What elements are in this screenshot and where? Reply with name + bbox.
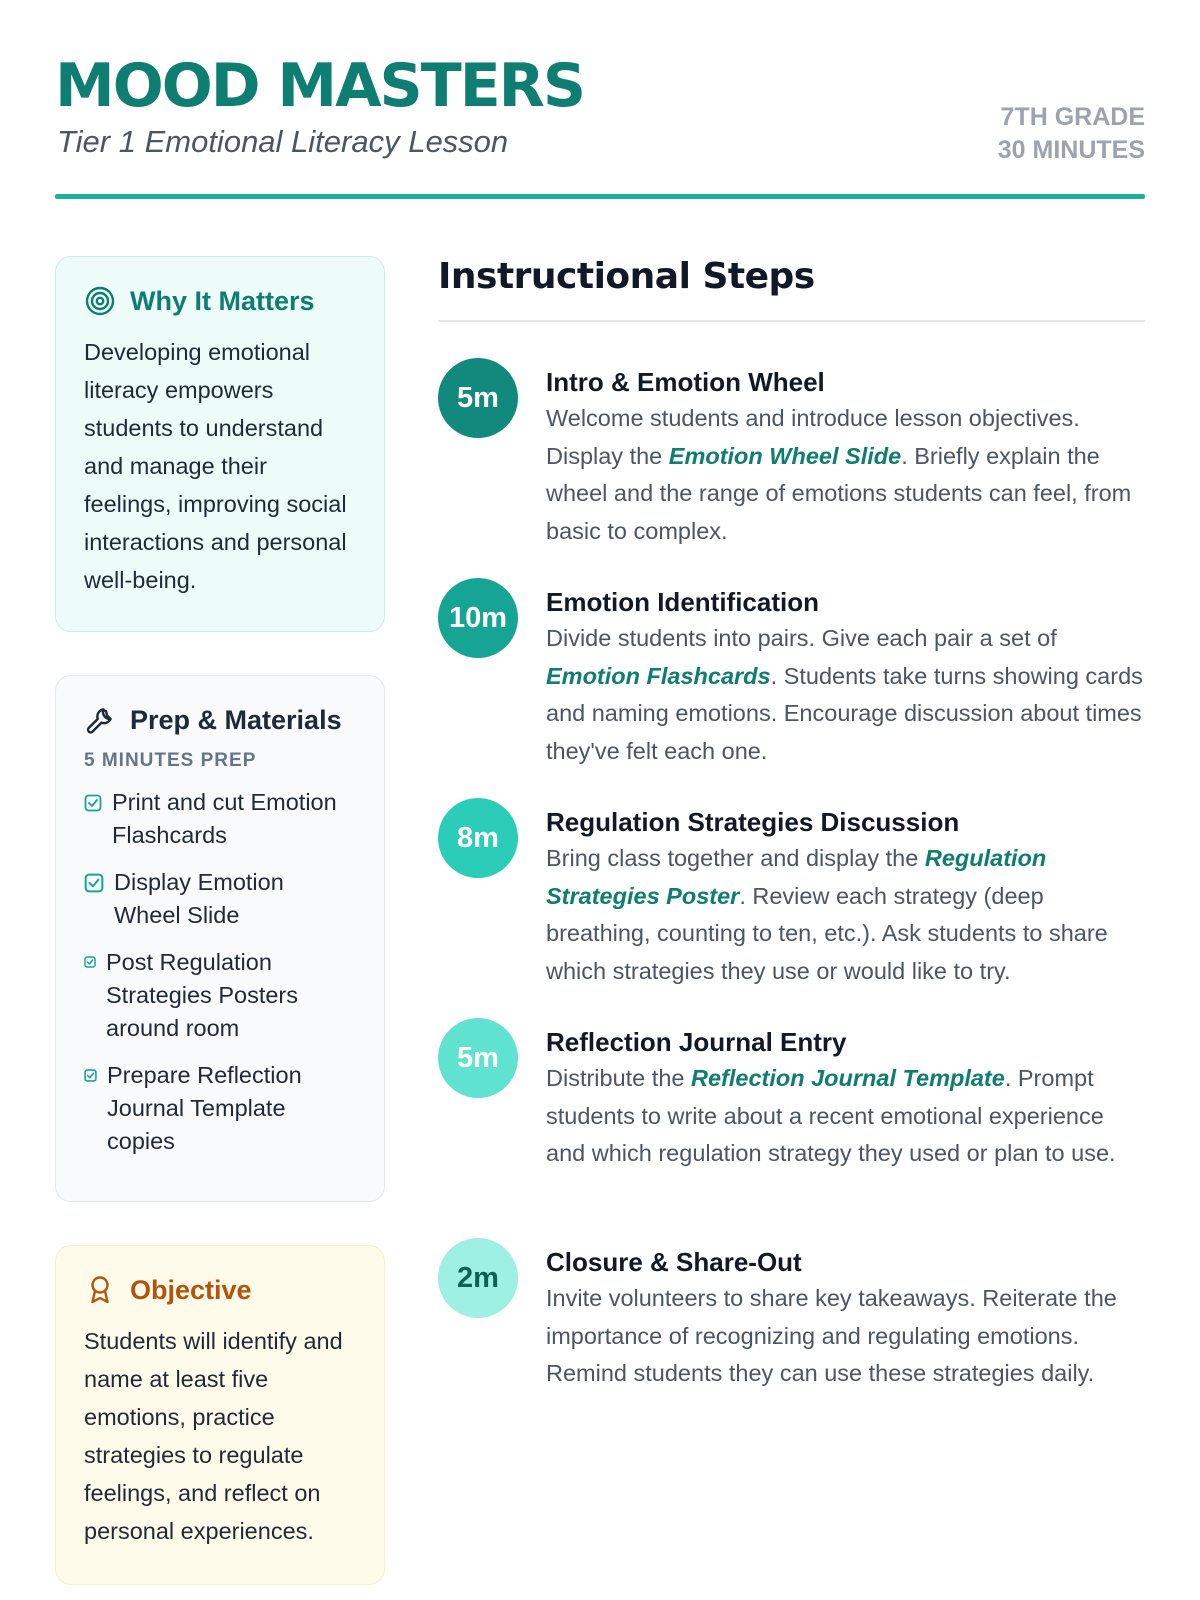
- step-time-badge: 8m: [438, 798, 518, 878]
- prep-materials-card: [55, 675, 385, 1202]
- prep-item: [84, 786, 356, 852]
- prep-card-title: Prep & Materials: [130, 704, 342, 735]
- prep-card-header: [84, 702, 356, 738]
- step-time-badge: 2m: [438, 1238, 518, 1318]
- why-card-text: Developing emotional literacy empowers students to understand and manage their feelings, improving social interactions and personal well-being.: [84, 339, 347, 593]
- objective-card: [55, 1245, 385, 1585]
- target-icon: [84, 285, 116, 317]
- prep-item-label: Print and cut Emotion Flashcards: [112, 789, 337, 848]
- step-item: [438, 1024, 1145, 1244]
- checkbox-check-icon: [84, 873, 104, 893]
- step-time-badge: 5m: [438, 358, 518, 438]
- page-subtitle: Tier 1 Emotional Literacy Lesson: [57, 124, 509, 159]
- step-description: Welcome students and introduce lesson objectives. Display the Emotion Wheel Slide. Briefly explain the wheel and the range of emotions students can feel, from basic to complex.: [546, 405, 1132, 544]
- material-link: Reflection Journal Template: [690, 1065, 1005, 1091]
- prep-item: [84, 1059, 356, 1158]
- lesson-meta: [998, 101, 1145, 167]
- prep-item: [84, 946, 356, 1045]
- steps-list: [438, 364, 1145, 1424]
- step-description: Invite volunteers to share key takeaways. Reiterate the importance of recognizing and regulating emotions. Remind students they can use these strategies daily.: [546, 1285, 1117, 1386]
- step-item: [438, 584, 1145, 804]
- step-item: [438, 804, 1145, 1024]
- page-header: [55, 0, 1145, 202]
- step-title: Intro & Emotion Wheel: [546, 367, 825, 397]
- grade-label: 7TH GRADE: [1000, 103, 1145, 131]
- step-title: Closure & Share-Out: [546, 1247, 802, 1277]
- why-card-title: Why It Matters: [130, 285, 315, 316]
- prep-checklist: [84, 786, 356, 1158]
- prep-item-label: Display Emotion Wheel Slide: [114, 869, 284, 928]
- header-divider: [55, 194, 1145, 199]
- step-description: Bring class together and display the Regulation Strategies Poster. Review each strategy (deep breathing, counting to ten, etc.). Ask students to share which strategies they use or would like to try.: [546, 845, 1108, 984]
- objective-card-text: Students will identify and name at least five emotions, practice strategies to regulate feelings, and reflect on personal experiences.: [84, 1328, 343, 1544]
- steps-divider: [438, 320, 1145, 322]
- checkbox-check-icon: [84, 1069, 97, 1082]
- step-description: Distribute the Reflection Journal Template. Prompt students to write about a recent emotional experience and which regulation strategy they used or plan to use.: [546, 1065, 1116, 1166]
- prep-item: [84, 866, 356, 932]
- step-title: Reflection Journal Entry: [546, 1027, 847, 1057]
- step-title: Regulation Strategies Discussion: [546, 807, 960, 837]
- steps-heading: Instructional Steps: [438, 256, 815, 297]
- award-icon: [84, 1274, 116, 1306]
- step-title: Emotion Identification: [546, 587, 819, 617]
- sidebar: [55, 256, 385, 1600]
- step-description: Divide students into pairs. Give each pair a set of Emotion Flashcards. Students take turns showing cards and naming emotions. Encourage discussion about times they've felt each one.: [546, 625, 1143, 764]
- prep-item-label: Post Regulation Strategies Posters around room: [106, 949, 299, 1041]
- material-link: Emotion Wheel Slide: [668, 442, 902, 469]
- objective-card-header: [84, 1272, 356, 1308]
- checkbox-check-icon: [84, 956, 96, 968]
- prep-item-label: Prepare Reflection Journal Template copies: [107, 1062, 302, 1154]
- why-card-header: [84, 283, 356, 319]
- why-it-matters-card: [55, 256, 385, 632]
- material-link: Emotion Flashcards: [546, 662, 771, 689]
- checkbox-check-icon: [84, 794, 102, 812]
- step-time-badge: 5m: [438, 1018, 518, 1098]
- prep-time-label: 5 MINUTES PREP: [84, 750, 257, 771]
- step-item: [438, 1244, 1145, 1424]
- duration-label: 30 MINUTES: [997, 136, 1145, 164]
- step-time-badge: 10m: [438, 578, 518, 658]
- objective-card-title: Objective: [130, 1274, 252, 1305]
- step-item: [438, 364, 1145, 584]
- page-title: MOOD MASTERS: [55, 51, 585, 121]
- instructional-steps: [438, 256, 1145, 1424]
- wrench-icon: [84, 704, 116, 736]
- material-link: Regulation Strategies Poster: [546, 845, 1047, 909]
